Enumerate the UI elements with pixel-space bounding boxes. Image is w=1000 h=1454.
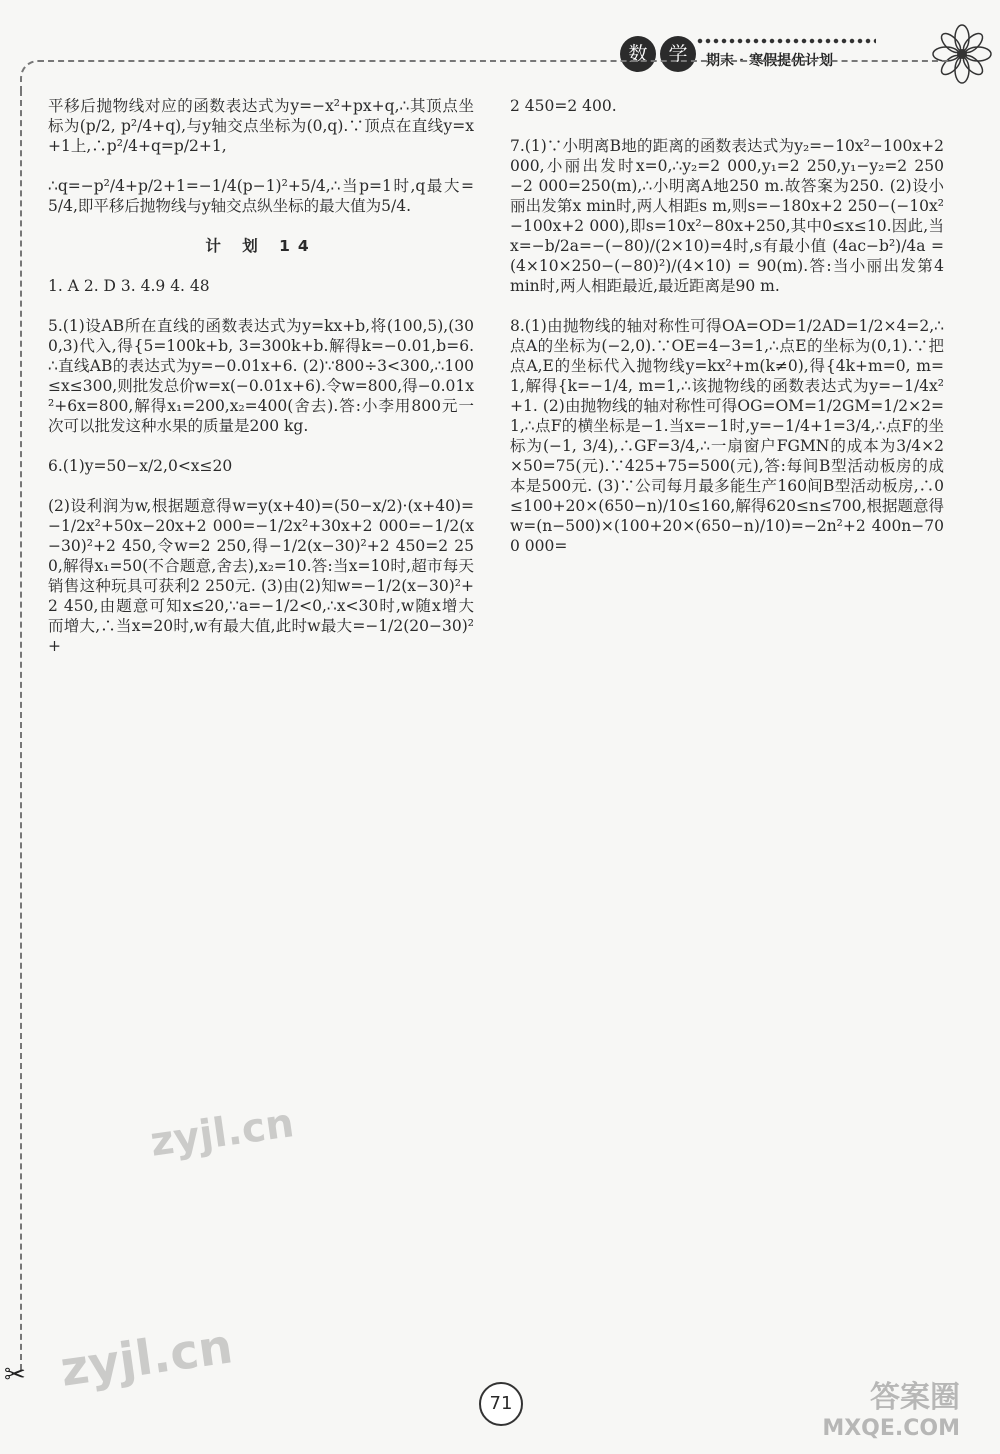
right-column (510, 96, 944, 576)
watermark-logo: 答案圈 (870, 1380, 960, 1415)
watermark: zyjl.cn (56, 1318, 237, 1398)
subject-badge-1: 数 (620, 36, 656, 72)
subject-badge-2: 学 (660, 36, 696, 72)
paragraph: ∴q=−p²/4+p/2+1=−1/4(p−1)²+5/4,∴当p=1时,q最大=5/4,即平移后抛物线与y轴交点纵坐标的最大值为5/4. (48, 177, 474, 215)
paragraph: 7.(1)∵小明离B地的距离的函数表达式为y₂=−10x²−100x+2 000,小丽出发时x=0,∴y₂=2 000,y₁=2 250,y₁−y₂=2 250−2 000=250(m),∴小明离A地250 m.故答案为250. (2)设小丽出发第x min时,两人相距s m,则s=−180x+2 250−(−10x²−100x+2 000),即s=10x²−80x+250,其中0≤x≤10.因此,当x=−b/2a=−(−80)/(2×10)=4时,s有最小值 (4ac−b²)/4a = (4×10×250−(−80)²)/(4×10) = 90(m).答:当小丽出发第4 min时,两人相距最近,最近距离是90 m. (510, 137, 944, 295)
left-column (48, 96, 474, 676)
decorative-dots (696, 38, 876, 44)
paragraph: 1. A 2. D 3. 4.9 4. 48 (48, 277, 210, 295)
series-title: 期末 · 寒假提优计划 (706, 53, 834, 69)
paragraph: 平移后抛物线对应的函数表达式为y=−x²+px+q,∴其顶点坐标为(p/2, p²/4+q),与y轴交点坐标为(0,q).∵顶点在直线y=x+1上,∴p²/4+q=p/2+1, (48, 97, 474, 155)
page-number: 71 (479, 1382, 523, 1426)
paragraph: 5.(1)设AB所在直线的函数表达式为y=kx+b,将(100,5),(300,3)代入,得{5=100k+b, 3=300k+b.解得k=−0.01,b=6.∴直线AB的表达式为y=−0.01x+6. (2)∵800÷3<300,∴100≤x≤300,则批发总价w=x(−0.01x+6).令w=800,得−0.01x²+6x=800,解得x₁=200,x₂=400(舍去).答:小李用800元一次可以批发这种水果的质量是200 kg. (48, 317, 474, 435)
paragraph: 6.(1)y=50−x/2,0<x≤20 (48, 457, 233, 475)
scissors-icon: ✂ (4, 1360, 26, 1390)
paragraph: 8.(1)由抛物线的轴对称性可得OA=OD=1/2AD=1/2×4=2,∴点A的坐标为(−2,0).∵OE=4−3=1,∴点E的坐标为(0,1).∵把点A,E的坐标代入抛物线y=kx²+m(k≠0),得{4k+m=0, m=1,解得{k=−1/4, m=1,∴该抛物线的函数表达式为y=−1/4x²+1. (2)由抛物线的轴对称性可得OG=OM=1/2GM=1/2×2=1,∴点F的横坐标是−1.当x=−1时,y=−1/4+1=3/4,∴点F的坐标为(−1, 3/4),∴GF=3/4,∴一扇窗户FGMN的成本为3/4×2×50=75(元).∵425+75=500(元),答:每间B型活动板房的成本是500元. (3)∵公司每月最多能生产160间B型活动板房,∴0≤100+20×(650−n)/10≤160,解得620≤n≤700,根据题意得w=(n−500)×(100+20×(650−n)/10)=−2n²+2 400n−700 000= (510, 317, 944, 555)
cut-line-corner (20, 60, 42, 94)
watermark: zyjl.cn (147, 1100, 297, 1166)
paragraph: (2)设利润为w,根据题意得w=y(x+40)=(50−x/2)·(x+40)=−1/2x²+50x−20x+2 000=−1/2x²+30x+2 000=−1/2(x−30)²+2 450,令w=2 250,得−1/2(x−30)²+2 450=2 250,解得x₁=50(不合题意,舍去),x₂=10.答:当x=10时,超市每天销售这种玩具可获利2 250元. (3)由(2)知w=−1/2(x−30)²+2 450,由题意可知x≤20,∵a=−1/2<0,∴x<30时,w随x增大而增大,∴当x=20时,w有最大值,此时w最大=−1/2(20−30)²+ (48, 497, 474, 655)
section-title: 计 划 14 (205, 237, 317, 255)
header-bar (620, 30, 940, 80)
cut-line-left (20, 90, 22, 1370)
flower-icon (932, 24, 992, 84)
watermark-url: MXQE.COM (822, 1416, 960, 1441)
paragraph: 2 450=2 400. (510, 97, 617, 115)
cut-line-top (38, 60, 948, 62)
